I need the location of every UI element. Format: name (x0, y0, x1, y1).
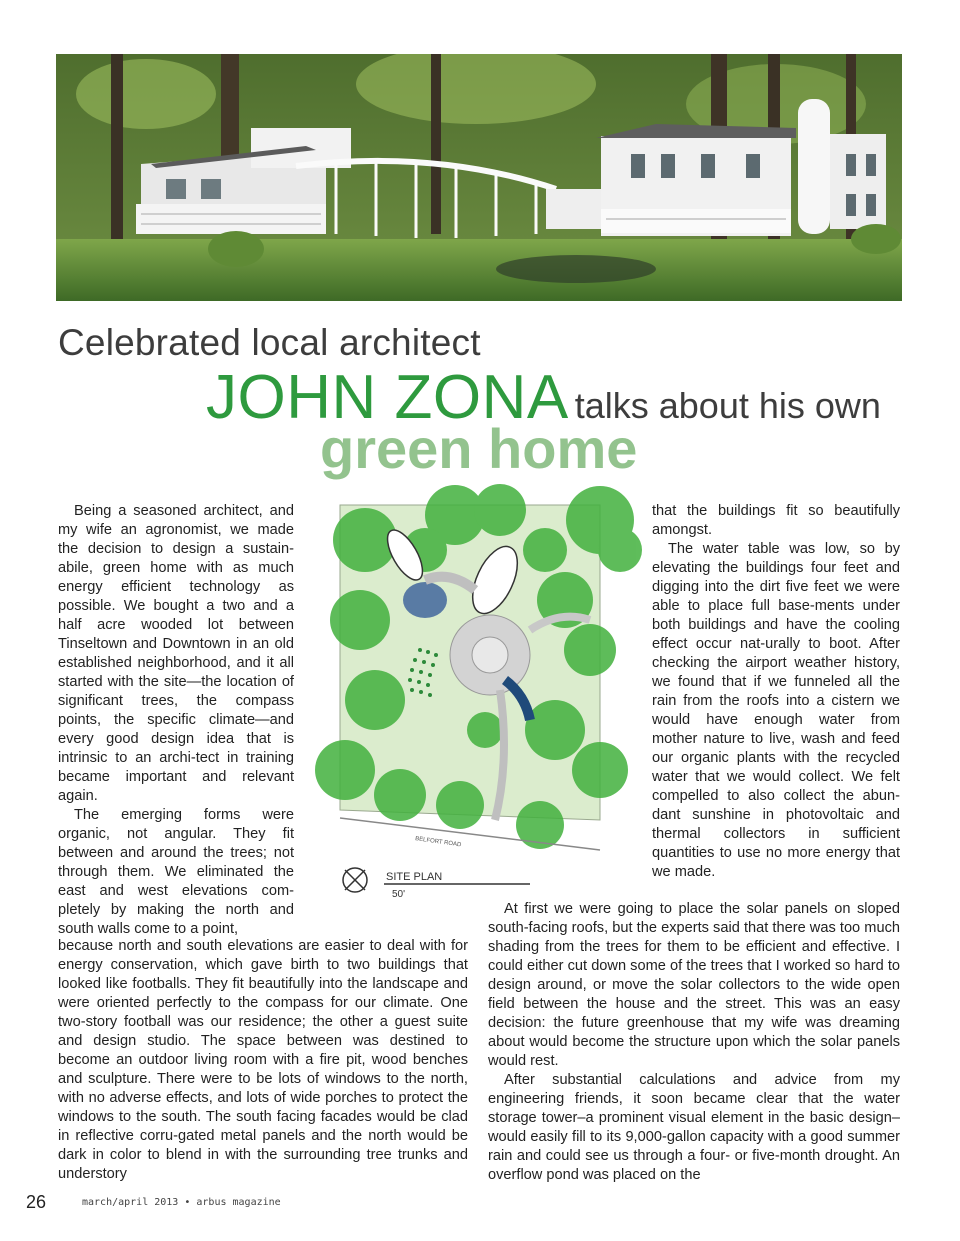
paragraph: Being a seasoned architect, and my wife an agronomist, we made the decision to design a sustain-abile, green home with as much energy efficient technology as possible. We bought a two and a half acre wooded lot between Tinseltown and Downtown in an old established neighborhood, and it all started with the site—the location of significant trees, the compass points, the specific climate—and every good design idea that is intrinsic to an archi-tect in training became important and relevant again. (58, 503, 294, 804)
paragraph: The emerging forms were organic, not angular. They fit between and around the trees; not through them. We eliminated the east and west elevations com-pletely by making the north and south walls come to a point, (58, 807, 294, 937)
headline-line1: Celebrated local architect (58, 322, 481, 363)
body-column-right-top (652, 502, 900, 882)
paragraph: At first we were going to place the solar panels on sloped south-facing roofs, but the experts said that there was too much shading from the trees for them to be efficient and effective. I could either cut down some of the trees that I worked so hard to design around, or move the solar collectors to the wide open field between the house and the street. This was an easy decision: the future greenhouse that my wife was dreaming about would become the structure upon which the solar panels would rest. (488, 901, 900, 1069)
paragraph: that the buildings fit so beautifully amongst. (652, 503, 900, 538)
headline-line2-rest: talks about his own (574, 385, 881, 426)
site-plan-label: SITE PLAN (386, 871, 443, 883)
headline-line3: green home (320, 417, 638, 480)
house-photo (56, 54, 902, 301)
paragraph: because north and south elevations are easier to deal with for energy conservation, which gave birth to two buildings that looked like footballs. They fit beautifully into the landscape and were oriented perfectly to the compass for our climate. One two-story football was our residence; the other a guest suite and design studio. The space between was destined to become an outdoor living room with a fire pit, wood benches and sculpture. There were to be lots of windows to the north, with no adverse effects, and lots of wide porches to protect the windows to the south. The south facing facades would be clad in reflective corru-gated metal panels and the north would be dark in color to blend in with the surrounding tree trunks and understory (58, 938, 468, 1182)
magazine-footer: march/april 2013 • arbus magazine (82, 1197, 281, 1208)
body-column-right-bottom (488, 900, 900, 1185)
paragraph: After substantial calculations and advice from my engineering friends, it soon became clear that the water storage tower–a prominent visual element in the basic design–would easily fill to its 9,000-gallon capacity with a good summer rain and could see us through a four- or five-month drought. An overflow pond was placed on the (488, 1072, 900, 1183)
paragraph: The water table was low, so by elevating the buildings four feet and digging into the dirt five feet we were able to place full base-ments under both buildings and have the cooling effect occur nat-urally to boot. After checking the airport weather history, we found that if we funneled all the rain from the roofs into a cistern we would have enough water from mother nature to live, wash and feed our organic plants with the recycled water that we would collect. We felt compelled to also collect the abun-dant sunshine in photovoltaic and thermal collectors in sufficient quantities to use no more energy that we made. (652, 541, 900, 880)
road-label: BELFORT ROAD (414, 836, 462, 849)
body-column-left-bottom (58, 937, 468, 1184)
site-plan-scale: 50' (392, 889, 406, 900)
page-number: 26 (26, 1192, 47, 1212)
headline-name: JOHN ZONA (206, 363, 569, 432)
body-column-left-top (58, 502, 294, 939)
site-plan-illustration (300, 480, 645, 900)
